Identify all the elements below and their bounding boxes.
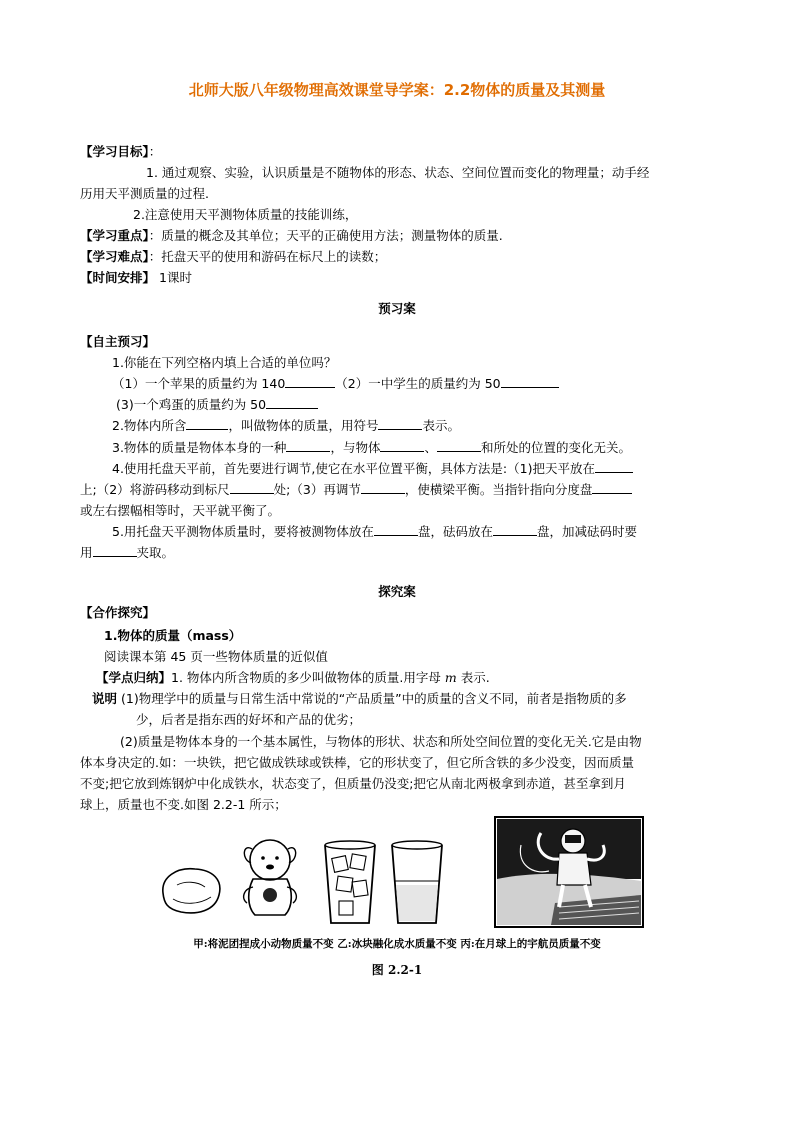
note-1-line-b: 少，后者是指东西的好坏和产品的优劣； xyxy=(136,712,362,727)
question-4-c: 或左右摆幅相等时，天平就平衡了。 xyxy=(80,503,281,518)
figure-illustrations xyxy=(155,815,655,935)
question-1-b: (3)一个鸡蛋的质量约为 50 xyxy=(116,396,318,414)
summary-line: 【学点归纳】1. 物体内所含物质的多少叫做物体的质量.用字母 m 表示. xyxy=(96,670,490,685)
difficulties-line: 【学习难点】：托盘天平的使用和游码在标尺上的读数； xyxy=(80,249,387,264)
blank[interactable] xyxy=(286,439,330,452)
preview-section-title: 预习案 xyxy=(378,301,416,316)
explore-section-title: 探究案 xyxy=(378,584,416,599)
time-heading: 【时间安排】 xyxy=(80,270,156,285)
blank[interactable] xyxy=(186,417,228,430)
goal-1-line-b: 历用天平测质量的过程. xyxy=(80,186,209,201)
blank[interactable] xyxy=(501,375,559,388)
question-1: 1.你能在下列空格内填上合适的单位吗？ xyxy=(112,355,337,370)
question-1-a: （1）一个苹果的质量约为 140 （2）一中学生的质量约为 50 xyxy=(112,375,559,393)
note-2-line-c: 不变;把它放到炼钢炉中化成铁水，状态变了，但质量仍没变;把它从南北两极拿到赤道，甚至拿到月 xyxy=(80,776,626,791)
question-4-a: 4.使用托盘天平前，首先要进行调节,使它在水平位置平衡，具体方法是:（1)把天平放在 xyxy=(112,460,633,478)
blank[interactable] xyxy=(437,439,481,452)
glass-with-water-illustration xyxy=(392,841,442,923)
difficulties-heading: 【学习难点】 xyxy=(80,249,149,264)
self-study-heading: 【自主预习】 xyxy=(80,334,156,349)
page-title: 北师大版八年级物理高效课堂导学案：2.2物体的质量及其测量 xyxy=(188,81,606,99)
blank[interactable] xyxy=(361,481,405,494)
note-1-line-a: 说明 (1)物理学中的质量与日常生活中常说的“产品质量”中的质量的含义不同，前者是指物质的多 xyxy=(92,691,627,706)
blank[interactable] xyxy=(266,396,318,409)
mass-symbol: m xyxy=(444,670,457,685)
blank[interactable] xyxy=(380,439,424,452)
glass-with-ice-illustration xyxy=(325,841,375,923)
note-2-line-a: (2)质量是物体本身的一个基本属性，与物体的形状、状态和所处空间位置的变化无关.它是由物 xyxy=(120,734,642,749)
key-points-line: 【学习重点】：质量的概念及其单位；天平的正确使用方法；测量物体的质量. xyxy=(80,228,503,243)
note-2-line-b: 体本身决定的.如：一块铁，把它做成铁球或铁棒，它的形状变了，但它所含铁的多少没变，因而质量 xyxy=(80,755,634,770)
blank[interactable] xyxy=(378,417,422,430)
question-4-b: 上;（2）将游码移动到标尺 处;（3）再调节 ，使横梁平衡。当指针指向分度盘 xyxy=(80,481,632,499)
coop-heading: 【合作探究】 xyxy=(80,605,156,620)
goal-1-line-a: 1. 通过观察、实验，认识质量是不随物体的形态、状态、空间位置而变化的物理量；动手经 xyxy=(146,165,650,180)
blank[interactable] xyxy=(595,460,633,473)
time-line: 【时间安排】 1课时 xyxy=(80,270,192,285)
blank[interactable] xyxy=(374,523,418,536)
astronaut-on-moon-illustration xyxy=(495,817,643,927)
blank[interactable] xyxy=(93,544,137,557)
question-2: 2.物体内所含 ，叫做物体的质量，用符号 表示。 xyxy=(112,418,460,433)
clay-animal-illustration xyxy=(244,840,297,915)
blank[interactable] xyxy=(493,523,537,536)
subsection-mass: 1.物体的质量（mass） xyxy=(104,628,242,643)
figure-caption: 甲:将泥团捏成小动物质量不变 乙:冰块融化成水质量不变 丙:在月球上的宇航员质量不变 xyxy=(193,938,601,950)
blank[interactable] xyxy=(285,375,335,388)
note-2-line-d: 球上，质量也不变.如图 2.2-1 所示； xyxy=(80,797,287,812)
key-points-heading: 【学习重点】 xyxy=(80,228,149,243)
blank[interactable] xyxy=(592,481,632,494)
goals-heading-line: 【学习目标】： xyxy=(80,144,162,159)
goal-2-line: 2.注意使用天平测物体质量的技能训练， xyxy=(133,207,358,222)
clay-lump-illustration xyxy=(163,869,220,913)
question-5-a: 5.用托盘天平测物体质量时，要将被测物体放在 盘，砝码放在 盘，加减砝码时要 xyxy=(112,524,637,539)
goals-heading: 【学习目标】 xyxy=(80,144,149,159)
question-5-b: 用 夹取。 xyxy=(80,545,175,560)
blank[interactable] xyxy=(230,481,274,494)
question-3: 3.物体的质量是物体本身的一种 ，与物体 、 和所处的位置的变化无关。 xyxy=(112,440,631,455)
summary-heading: 【学点归纳】 xyxy=(96,670,172,685)
reading-note: 阅读课本第 45 页一些物体质量的近似值 xyxy=(104,649,328,664)
figure-label: 图 2.2-1 xyxy=(371,963,423,977)
note-label: 说明 xyxy=(92,691,118,706)
